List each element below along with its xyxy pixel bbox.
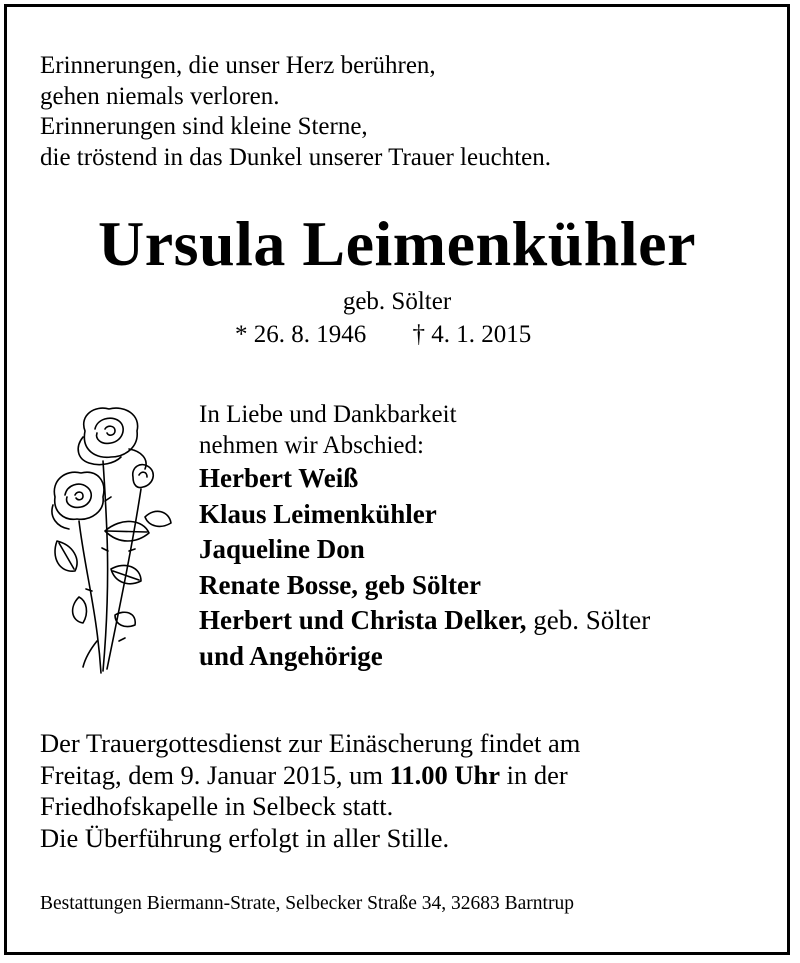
mourner-suffix: geb. Sölter <box>533 605 651 635</box>
service-line: Friedhofskapelle in Selbeck statt. <box>40 791 394 821</box>
obituary-notice <box>4 4 790 955</box>
mourner-name: und Angehörige <box>199 640 383 671</box>
poem-line: gehen niemals verloren. <box>40 82 280 110</box>
mourner-name: Jaqueline Don <box>199 534 365 564</box>
service-line: Die Überführung erfolgt in aller Stille. <box>40 822 450 853</box>
poem-line: Erinnerungen sind kleine Sterne, <box>40 113 368 140</box>
mourners-block <box>199 400 650 674</box>
service-date: Freitag, dem 9. Januar 2015, um <box>40 759 383 790</box>
mourner-name-delker <box>199 603 650 639</box>
maiden-name: geb. Sölter <box>342 288 452 315</box>
mourner-name: Klaus Leimenkühler <box>199 498 437 529</box>
service-line: Der Trauergottesdienst zur Einäscherung findet am <box>40 728 581 758</box>
deceased-name: Ursula Leimenkühler <box>98 208 696 279</box>
death-date: † 4. 1. 2015 <box>412 321 532 348</box>
mourner-name: Renate Bosse, geb Sölter <box>199 569 481 600</box>
memorial-poem <box>40 51 551 173</box>
poem-line: die tröstend in das Dunkel unserer Trauer leuchten. <box>40 143 551 171</box>
mourners-intro: In Liebe und Dankbarkeit <box>199 401 457 428</box>
birth-date: * 26. 8. 1946 <box>235 321 367 348</box>
service-time: 11.00 Uhr <box>389 759 501 790</box>
poem-line: Erinnerungen, die unser Herz berühren, <box>40 52 436 79</box>
rose-icon <box>45 401 175 679</box>
life-dates <box>235 321 531 349</box>
mourner-name: Herbert Weiß <box>199 463 359 493</box>
mourners-intro: nehmen wir Abschied: <box>199 431 424 459</box>
service-line <box>40 760 580 792</box>
mourner-name: Herbert und Christa Delker, <box>199 605 527 635</box>
service-line-end: in der <box>506 759 568 790</box>
funeral-home-footer: Bestattungen Biermann-Strate, Selbecker Straße 34, 32683 Barntrup <box>40 893 574 914</box>
service-info <box>40 728 580 854</box>
